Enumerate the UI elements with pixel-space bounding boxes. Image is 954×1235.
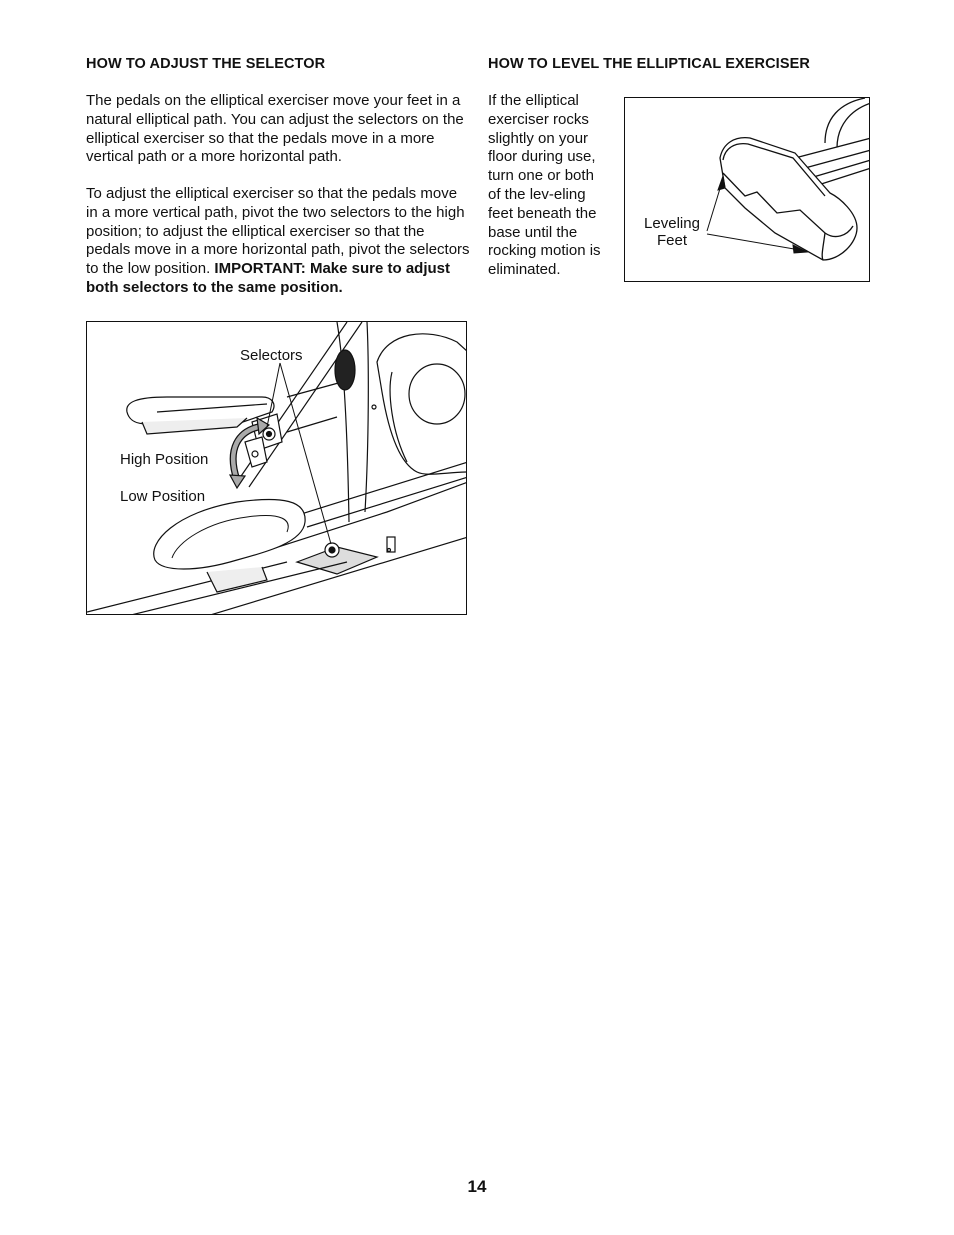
selector-heading: HOW TO ADJUST THE SELECTOR [86, 56, 326, 72]
label-leveling-feet [643, 215, 701, 249]
selector-illustration [87, 322, 467, 615]
label-high-position: High Position [120, 451, 209, 468]
label-selectors: Selectors [240, 347, 303, 364]
page-number: 14 [467, 1177, 487, 1196]
leveling-figure [624, 97, 870, 282]
selector-paragraph-2-text: To adjust the elliptical exerciser so that the pedals move in a more vertical path, pivot the two selectors to the high position; to adjust the elliptical exerciser so that the pedals move in a more horizontal path, pivot the selectors to the low position. [86, 185, 470, 278]
label-leveling-line-1: Leveling [644, 215, 700, 232]
flywheel-housing [335, 334, 467, 474]
selector-figure [86, 321, 467, 615]
leveling-feet-illustration [625, 98, 870, 282]
important-note: IMPORTANT: Make sure to adjust both selectors to the same position. [86, 260, 451, 296]
selector-paragraph-2 [86, 185, 470, 298]
leveling-heading: HOW TO LEVEL THE ELLIPTICAL EXERCISER [488, 56, 810, 72]
leveling-paragraph: If the elliptical exerciser rocks slightly on your floor during use, turn one or both of the lev-eling feet beneath the base until the rocking motion is eliminated. [488, 92, 601, 279]
label-low-position: Low Position [120, 488, 206, 505]
selector-paragraph-1: The pedals on the elliptical exerciser move your feet in a natural elliptical path. You can adjust the selectors on the elliptical exerciser so that the pedals move in a more vertical path or a more horizontal path. [86, 92, 464, 166]
label-leveling-line-2: Feet [656, 232, 687, 249]
